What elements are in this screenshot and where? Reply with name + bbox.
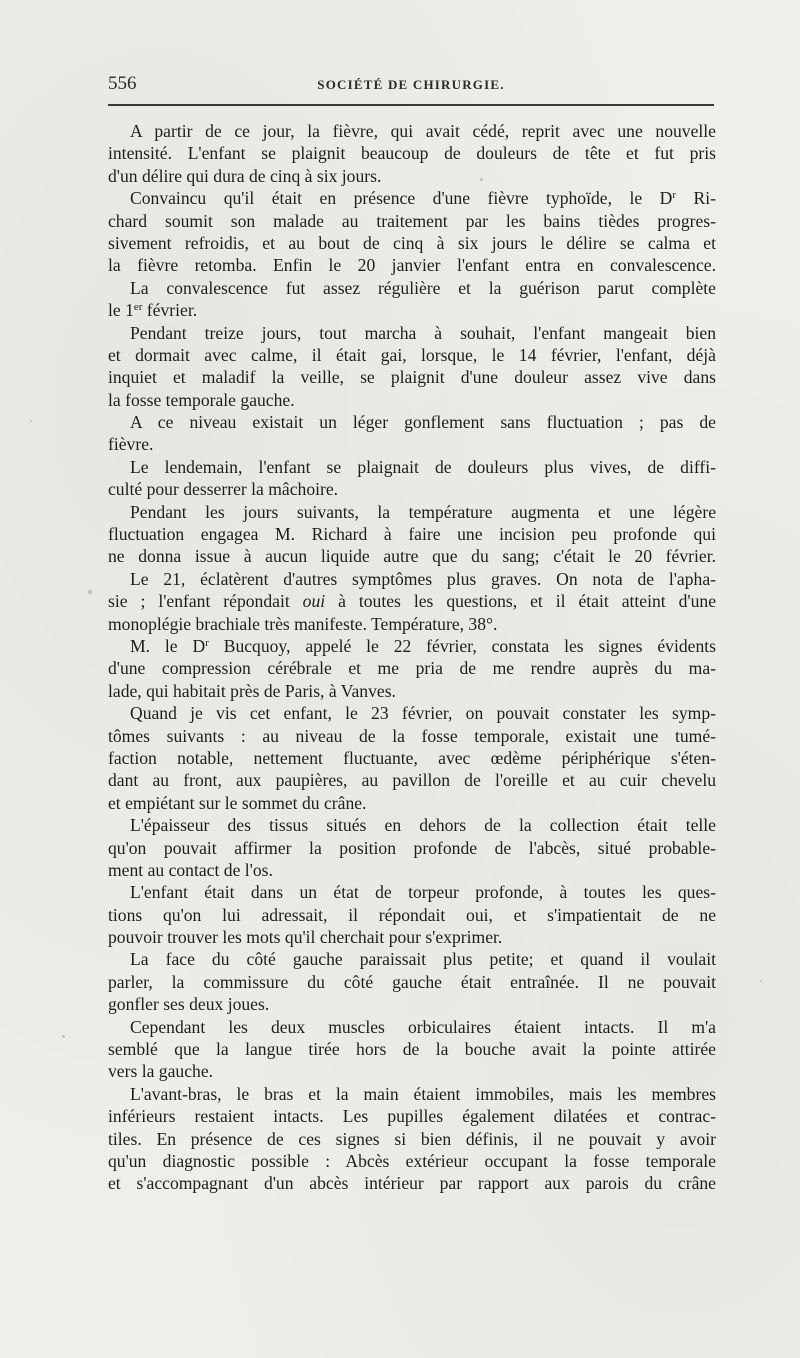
text-fragment: Bucquoy, appelé le 22 février, constata les signes évidents [223, 635, 716, 656]
text-fragment: le 1 [108, 300, 134, 321]
superscript: r [672, 189, 677, 202]
text-line: la fosse temporale gauche. [108, 389, 295, 410]
text-line: L'enfant était dans un état de torpeur profonde, à toutes les ques- [130, 882, 716, 903]
text-line [108, 299, 716, 321]
text-line: tômes suivants : au niveau de la fosse temporale, existait une tumé- [108, 725, 716, 746]
text-line: dant au front, aux paupières, au pavillon de l'oreille et au cuir chevelu [108, 770, 716, 791]
text-line: fluctuation engagea M. Richard à faire une incision peu profonde qui [108, 524, 716, 545]
text-line: et s'accompagnant d'un abcès intérieur par rapport aux parois du crâne [108, 1173, 716, 1194]
text-line: La face du côté gauche paraissait plus petite; et quand il voulait [130, 949, 716, 970]
text-line [108, 187, 716, 209]
text-line: Le lendemain, l'enfant se plaignait de douleurs plus vives, de diffi- [130, 456, 716, 477]
text-line: sivement refroidis, et au bout de cinq à six jours le délire se calma et [108, 232, 716, 253]
text-fragment: M. le D [130, 635, 206, 656]
text-line: fièvre. [108, 434, 154, 455]
text-line: ment au contact de l'os. [108, 859, 273, 880]
text-line: semblé que la langue tirée hors de la bouche avait la pointe attirée [108, 1039, 716, 1060]
text-line: tions qu'on lui adressait, il répondait oui, et s'impatientait de ne [108, 904, 716, 925]
text-line [108, 635, 716, 657]
text-line: intensité. L'enfant se plaignit beaucoup de douleurs de tête et fut pris [108, 143, 716, 164]
text-line: monoplégie brachiale très manifeste. Température, 38°. [108, 613, 498, 634]
text-line: culté pour desserrer la mâchoire. [108, 479, 339, 500]
text-line: gonfler ses deux joues. [108, 994, 270, 1015]
text-line: Pendant treize jours, tout marcha à souhait, l'enfant mangeait bien [130, 322, 716, 343]
text-line: qu'on pouvait affirmer la position profonde de l'abcès, situé probable- [108, 837, 716, 858]
text-line: A partir de ce jour, la fièvre, qui avait cédé, reprit avec une nouvelle [130, 121, 716, 141]
text-line: La convalescence fut assez régulière et la guérison parut complète [130, 277, 716, 298]
running-head: SOCIÉTÉ DE CHIRURGIE. [317, 77, 505, 92]
superscript: r [205, 636, 209, 649]
text-fragment: à toutes les questions, et il était atteint d'une [325, 591, 716, 612]
paper-speck [30, 420, 32, 422]
italic-word: oui [302, 591, 326, 612]
text-line: faction notable, nettement fluctuante, avec œdème périphérique s'éten- [108, 747, 716, 768]
body-text [108, 120, 716, 1195]
text-line: lade, qui habitait près de Paris, à Vanves. [108, 680, 396, 701]
text-line: Quand je vis cet enfant, le 23 février, on pouvait constater les symp- [130, 703, 716, 724]
text-line: Cependant les deux muscles orbiculaires étaient intacts. Il m'a [130, 1016, 716, 1037]
text-line: d'une compression cérébrale et me pria de me rendre auprès du ma- [108, 658, 716, 679]
text-line: qu'un diagnostic possible : Abcès extérieur occupant la fosse temporale [108, 1150, 716, 1171]
paper-speck [760, 980, 762, 982]
page-number: 556 [108, 73, 137, 94]
text-line: chard soumit son malade au traitement par les bains tièdes progres- [108, 210, 716, 231]
paper-speck [88, 590, 92, 594]
text-line: L'épaisseur des tissus situés en dehors de la collection était telle [130, 815, 716, 836]
text-fragment: Convaincu qu'il était en présence d'une fièvre typhoïde, le D [130, 188, 673, 209]
text-line: tiles. En présence de ces signes si bien définis, il ne pouvait y avoir [108, 1128, 716, 1149]
text-line: et dormait avec calme, il était gai, lorsque, le 14 février, l'enfant, déjà [108, 344, 716, 365]
paper-speck [62, 1035, 65, 1038]
text-fragment: Ri- [676, 188, 716, 209]
text-line: Le 21, éclatèrent d'autres symptômes plus graves. On nota de l'apha- [130, 568, 716, 589]
text-line: et empiétant sur le sommet du crâne. [108, 792, 367, 813]
text-line: pouvoir trouver les mots qu'il cherchait pour s'exprimer. [108, 927, 503, 948]
text-line: vers la gauche. [108, 1061, 214, 1082]
text-line: la fièvre retomba. Enfin le 20 janvier l'enfant entra en convalescence. [108, 255, 716, 276]
page-header [108, 72, 714, 96]
text-line: L'avant-bras, le bras et la main étaient immobiles, mais les membres [130, 1083, 716, 1104]
text-fragment: sie ; l'enfant répondait [108, 591, 303, 612]
paper-speck [480, 178, 483, 181]
text-line: parler, la commissure du côté gauche était entraînée. Il ne pouvait [108, 971, 716, 992]
text-fragment: février. [146, 300, 198, 321]
superscript: er [133, 301, 143, 314]
text-line: Pendant les jours suivants, la température augmenta et une légère [130, 501, 716, 522]
text-line [108, 590, 716, 612]
text-line: d'un délire qui dura de cinq à six jours. [108, 165, 382, 186]
text-line: inférieurs restaient intacts. Les pupilles également dilatées et contrac- [108, 1106, 716, 1127]
text-line: inquiet et maladif la veille, se plaignit d'une douleur assez vive dans [108, 367, 716, 388]
header-rule [108, 104, 714, 106]
text-line: ne donna issue à aucun liquide autre que du sang; c'était le 20 février. [108, 546, 716, 567]
text-line: A ce niveau existait un léger gonflement sans fluctuation ; pas de [130, 412, 716, 433]
